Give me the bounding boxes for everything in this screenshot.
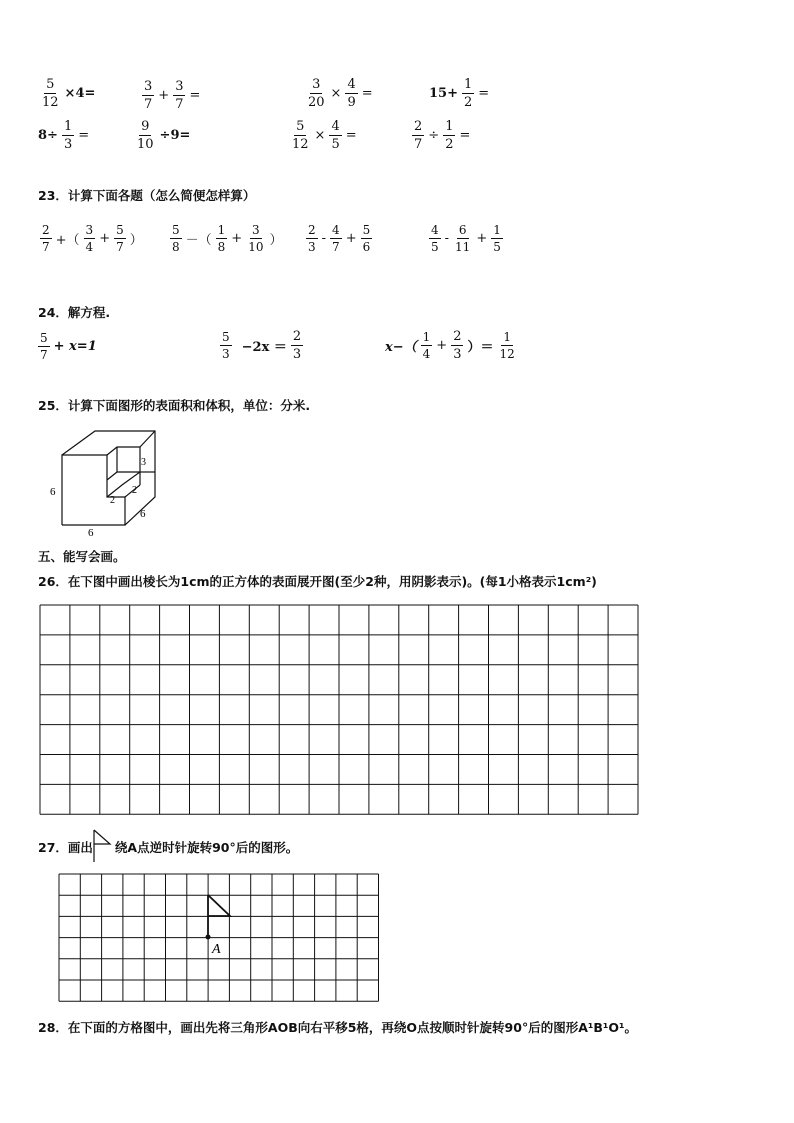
label-bottom: 6 <box>88 527 94 539</box>
point-a-label: A <box>212 942 221 957</box>
q22-item-2: $\frac{3}{7}$ + $\frac{3}{7}$ = <box>144 79 201 112</box>
q27-title: 27．画出 绕A点逆时针旋转90°后的图形。 <box>38 840 299 855</box>
label-cut-width: 2 <box>110 495 115 506</box>
q23-expr-3: $\frac{2}{3}$ - $\frac{4}{7}$ + $\frac{5}{6}$ <box>308 223 371 254</box>
q23-expr-2: $\frac{5}{8}$ －（ $\frac{1}{8}$ + $\frac{3}{10}$ ） <box>172 223 283 254</box>
q23-expr-1: $\frac{2}{7}$ +（ $\frac{3}{4}$ + $\frac{5}{7}$ ） <box>42 223 143 254</box>
q26-grid[interactable] <box>39 604 641 816</box>
q28-title: 28．在下面的方格图中，画出先将三角形AOB向右平移5格，再绕O点按顺时针旋转90°后的图形A¹B¹O¹。 <box>38 1020 637 1035</box>
label-cut-height: 3 <box>141 457 146 468</box>
q22-item-6: $\frac{9}{10}$ ÷9= <box>137 119 191 152</box>
q24-eq-2: $\frac{5}{3}$ −2x ＝ $\frac{2}{3}$ <box>222 329 302 362</box>
flag-shape-icon <box>90 828 120 864</box>
q25-title: 25．计算下面图形的表面积和体积，单位：分米. <box>38 398 311 413</box>
q22-item-3: $\frac{3}{20}$ × $\frac{4}{9}$ = <box>308 77 373 110</box>
q22-item-5: 8÷ $\frac{1}{3}$ = <box>38 119 90 152</box>
q22-item-4: 15+ $\frac{1}{2}$ = <box>429 77 490 110</box>
label-left: 6 <box>50 486 56 498</box>
q22-item-8: $\frac{2}{7}$ ÷ $\frac{1}{2}$ = <box>414 119 471 152</box>
q23-title: 23．计算下面各题（怎么简便怎样算） <box>38 188 256 203</box>
section-5-title: 五、能写会画。 <box>38 549 126 564</box>
q22-item-7: $\frac{5}{12}$ × $\frac{4}{5}$ = <box>292 119 357 152</box>
q24-eq-1: $\frac{5}{7}$ + x=1 <box>40 331 97 362</box>
label-right: 6 <box>140 508 146 520</box>
q24-eq-3: x−（ $\frac{1}{4}$ + $\frac{2}{3}$ ）＝ $\frac{1}{12}$ <box>385 329 515 362</box>
q22-item-1: $\frac{5}{12}$ ×4= <box>42 77 96 110</box>
q24-title: 24．解方程. <box>38 305 111 320</box>
label-cut-depth: 2 <box>132 485 137 496</box>
point-a <box>206 935 211 940</box>
q27-grid[interactable] <box>58 873 382 1003</box>
q23-expr-4: $\frac{4}{5}$ - $\frac{6}{11}$ + $\frac{1}{5}$ <box>431 223 501 254</box>
cube-with-notch-figure <box>40 425 170 540</box>
q26-title: 26．在下图中画出棱长为1cm的正方体的表面展开图(至少2种，用阴影表示)。(每1小格表示1cm²) <box>38 574 597 589</box>
